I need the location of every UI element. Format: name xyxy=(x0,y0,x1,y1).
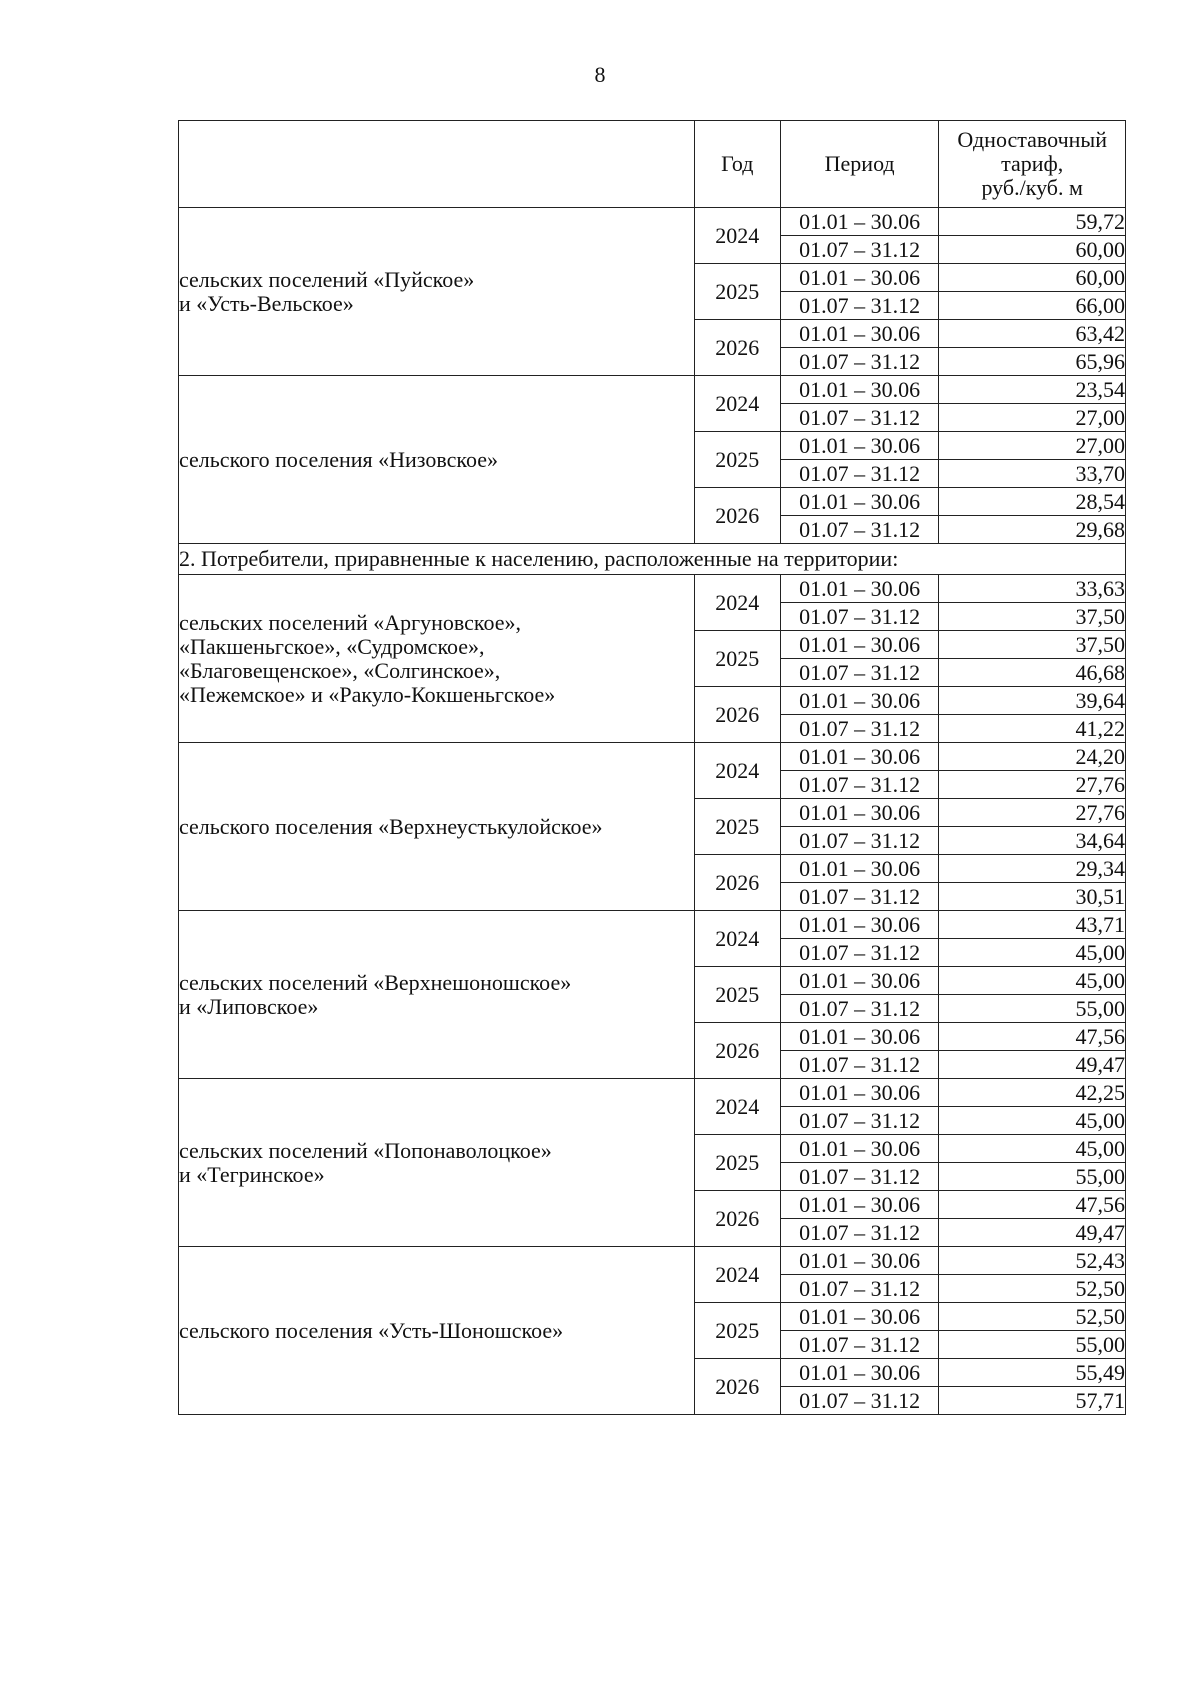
period-cell: 01.01 – 30.06 xyxy=(780,1303,939,1331)
period-cell: 01.01 – 30.06 xyxy=(780,208,939,236)
tariff-cell: 63,42 xyxy=(939,320,1126,348)
tariff-cell: 57,71 xyxy=(939,1387,1126,1415)
period-cell: 01.07 – 31.12 xyxy=(780,404,939,432)
period-cell: 01.01 – 30.06 xyxy=(780,376,939,404)
tariff-cell: 33,70 xyxy=(939,460,1126,488)
tariff-cell: 37,50 xyxy=(939,603,1126,631)
period-cell: 01.07 – 31.12 xyxy=(780,603,939,631)
tariff-cell: 55,00 xyxy=(939,995,1126,1023)
section-title: 2. Потребители, приравненные к населению, расположенные на территории: xyxy=(179,544,1126,575)
period-cell: 01.01 – 30.06 xyxy=(780,1135,939,1163)
tariff-cell: 59,72 xyxy=(939,208,1126,236)
period-cell: 01.01 – 30.06 xyxy=(780,1359,939,1387)
tariff-cell: 28,54 xyxy=(939,488,1126,516)
tariff-cell: 37,50 xyxy=(939,631,1126,659)
period-cell: 01.01 – 30.06 xyxy=(780,264,939,292)
table-row xyxy=(179,1247,1126,1275)
tariff-cell: 55,00 xyxy=(939,1163,1126,1191)
period-cell: 01.07 – 31.12 xyxy=(780,236,939,264)
period-cell: 01.07 – 31.12 xyxy=(780,1331,939,1359)
period-cell: 01.01 – 30.06 xyxy=(780,1023,939,1051)
settlement-name-line: «Пакшеньгское», «Судромское», xyxy=(179,633,485,659)
year-cell: 2024 xyxy=(694,208,780,264)
period-cell: 01.07 – 31.12 xyxy=(780,715,939,743)
tariff-cell: 49,47 xyxy=(939,1051,1126,1079)
period-cell: 01.07 – 31.12 xyxy=(780,995,939,1023)
year-cell: 2025 xyxy=(694,631,780,687)
tariff-cell: 52,50 xyxy=(939,1303,1126,1331)
section-row xyxy=(179,544,1126,575)
period-cell: 01.07 – 31.12 xyxy=(780,883,939,911)
period-cell: 01.07 – 31.12 xyxy=(780,1219,939,1247)
year-cell: 2024 xyxy=(694,376,780,432)
period-cell: 01.07 – 31.12 xyxy=(780,771,939,799)
period-cell: 01.07 – 31.12 xyxy=(780,827,939,855)
settlement-name xyxy=(179,1079,695,1247)
period-cell: 01.01 – 30.06 xyxy=(780,743,939,771)
year-cell: 2026 xyxy=(694,1023,780,1079)
period-cell: 01.01 – 30.06 xyxy=(780,855,939,883)
settlement-name-line: и «Липовское» xyxy=(179,993,319,1019)
year-cell: 2024 xyxy=(694,743,780,799)
tariff-cell: 45,00 xyxy=(939,939,1126,967)
table-row xyxy=(179,743,1126,771)
settlement-name-line: и «Усть-Вельское» xyxy=(179,290,354,316)
header-year: Год xyxy=(694,121,780,208)
period-cell: 01.07 – 31.12 xyxy=(780,659,939,687)
year-cell: 2025 xyxy=(694,264,780,320)
tariff-cell: 60,00 xyxy=(939,236,1126,264)
period-cell: 01.01 – 30.06 xyxy=(780,911,939,939)
year-cell: 2026 xyxy=(694,855,780,911)
table-row xyxy=(179,1079,1126,1107)
header-tariff-line: Одноставочный xyxy=(957,127,1107,152)
period-cell: 01.07 – 31.12 xyxy=(780,1163,939,1191)
period-cell: 01.01 – 30.06 xyxy=(780,575,939,603)
tariff-table xyxy=(178,120,1126,1415)
tariff-cell: 42,25 xyxy=(939,1079,1126,1107)
year-cell: 2025 xyxy=(694,1303,780,1359)
year-cell: 2026 xyxy=(694,687,780,743)
period-cell: 01.07 – 31.12 xyxy=(780,1107,939,1135)
settlement-name xyxy=(179,743,695,911)
tariff-cell: 34,64 xyxy=(939,827,1126,855)
settlement-name-line: сельского поселения «Усть-Шоношское» xyxy=(179,1317,564,1343)
period-cell: 01.07 – 31.12 xyxy=(780,348,939,376)
settlement-name-line: и «Тегринское» xyxy=(179,1161,325,1187)
year-cell: 2025 xyxy=(694,799,780,855)
settlement-name-line: сельского поселения «Низовское» xyxy=(179,446,498,472)
period-cell: 01.07 – 31.12 xyxy=(780,516,939,544)
table-row xyxy=(179,575,1126,603)
header-tariff-line: тариф, xyxy=(1001,151,1064,176)
tariff-cell: 52,43 xyxy=(939,1247,1126,1275)
header-name xyxy=(179,121,695,208)
period-cell: 01.01 – 30.06 xyxy=(780,320,939,348)
year-cell: 2026 xyxy=(694,1359,780,1415)
tariff-cell: 49,47 xyxy=(939,1219,1126,1247)
table-body-households xyxy=(179,208,1126,544)
period-cell: 01.07 – 31.12 xyxy=(780,292,939,320)
table-body-equivalent-consumers xyxy=(179,575,1126,1415)
year-cell: 2024 xyxy=(694,1079,780,1135)
tariff-cell: 27,00 xyxy=(939,404,1126,432)
settlement-name xyxy=(179,376,695,544)
tariff-cell: 47,56 xyxy=(939,1191,1126,1219)
period-cell: 01.07 – 31.12 xyxy=(780,1275,939,1303)
tariff-cell: 55,49 xyxy=(939,1359,1126,1387)
tariff-cell: 55,00 xyxy=(939,1331,1126,1359)
tariff-cell: 33,63 xyxy=(939,575,1126,603)
settlement-name-line: сельских поселений «Аргуновское», xyxy=(179,609,522,635)
year-cell: 2025 xyxy=(694,967,780,1023)
tariff-cell: 45,00 xyxy=(939,967,1126,995)
tariff-cell: 47,56 xyxy=(939,1023,1126,1051)
period-cell: 01.01 – 30.06 xyxy=(780,1079,939,1107)
period-cell: 01.01 – 30.06 xyxy=(780,432,939,460)
header-tariff xyxy=(939,121,1126,208)
period-cell: 01.07 – 31.12 xyxy=(780,939,939,967)
tariff-cell: 52,50 xyxy=(939,1275,1126,1303)
page-number: 8 xyxy=(594,62,606,87)
tariff-cell: 29,34 xyxy=(939,855,1126,883)
period-cell: 01.01 – 30.06 xyxy=(780,687,939,715)
tariff-cell: 43,71 xyxy=(939,911,1126,939)
settlement-name xyxy=(179,1247,695,1415)
tariff-cell: 60,00 xyxy=(939,264,1126,292)
tariff-cell: 23,54 xyxy=(939,376,1126,404)
tariff-cell: 41,22 xyxy=(939,715,1126,743)
settlement-name-line: «Пежемское» и «Ракуло-Кокшеньгское» xyxy=(179,681,556,707)
header-period: Период xyxy=(780,121,939,208)
period-cell: 01.07 – 31.12 xyxy=(780,1387,939,1415)
period-cell: 01.01 – 30.06 xyxy=(780,799,939,827)
table-header-row xyxy=(179,121,1126,208)
tariff-cell: 46,68 xyxy=(939,659,1126,687)
period-cell: 01.07 – 31.12 xyxy=(780,1051,939,1079)
tariff-cell: 39,64 xyxy=(939,687,1126,715)
settlement-name xyxy=(179,911,695,1079)
tariff-cell: 65,96 xyxy=(939,348,1126,376)
tariff-cell: 30,51 xyxy=(939,883,1126,911)
tariff-cell: 27,76 xyxy=(939,771,1126,799)
settlement-name-line: сельского поселения «Верхнеустькулойское» xyxy=(179,813,603,839)
tariff-cell: 66,00 xyxy=(939,292,1126,320)
period-cell: 01.01 – 30.06 xyxy=(780,1247,939,1275)
year-cell: 2026 xyxy=(694,1191,780,1247)
period-cell: 01.01 – 30.06 xyxy=(780,631,939,659)
period-cell: 01.01 – 30.06 xyxy=(780,488,939,516)
period-cell: 01.07 – 31.12 xyxy=(780,460,939,488)
period-cell: 01.01 – 30.06 xyxy=(780,967,939,995)
tariff-cell: 29,68 xyxy=(939,516,1126,544)
settlement-name-line: «Благовещенское», «Солгинское», xyxy=(179,657,501,683)
year-cell: 2025 xyxy=(694,432,780,488)
section-row-group xyxy=(179,544,1126,575)
table-row xyxy=(179,376,1126,404)
period-cell: 01.01 – 30.06 xyxy=(780,1191,939,1219)
year-cell: 2024 xyxy=(694,575,780,631)
year-cell: 2026 xyxy=(694,488,780,544)
year-cell: 2026 xyxy=(694,320,780,376)
tariff-cell: 27,00 xyxy=(939,432,1126,460)
table-row xyxy=(179,911,1126,939)
tariff-cell: 45,00 xyxy=(939,1135,1126,1163)
tariff-cell: 27,76 xyxy=(939,799,1126,827)
tariff-cell: 45,00 xyxy=(939,1107,1126,1135)
settlement-name xyxy=(179,208,695,376)
year-cell: 2024 xyxy=(694,1247,780,1303)
settlement-name-line: сельских поселений «Верхнешоношское» xyxy=(179,969,572,995)
settlement-name-line: сельских поселений «Попонаволоцкое» xyxy=(179,1137,552,1163)
header-tariff-line: руб./куб. м xyxy=(981,175,1083,200)
year-cell: 2025 xyxy=(694,1135,780,1191)
tariff-cell: 24,20 xyxy=(939,743,1126,771)
settlement-name-line: сельских поселений «Пуйское» xyxy=(179,266,475,292)
year-cell: 2024 xyxy=(694,911,780,967)
table-row xyxy=(179,208,1126,236)
settlement-name xyxy=(179,575,695,743)
